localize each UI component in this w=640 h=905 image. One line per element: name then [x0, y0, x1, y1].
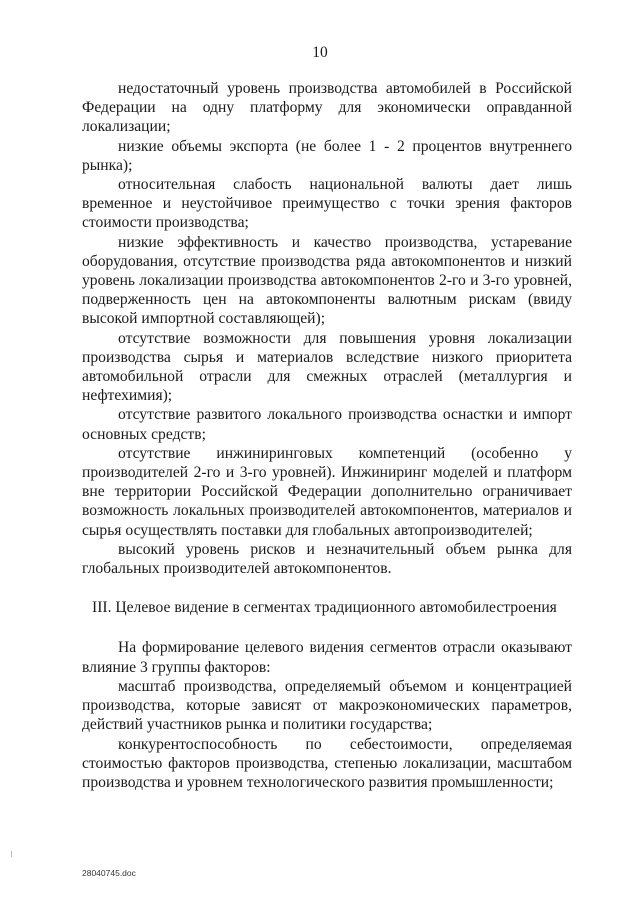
paragraph: относительная слабость национальной валюты дает лишь временное и неустойчивое преимущество с точки зрения факторов стоимости производства;: [82, 176, 572, 232]
paragraph: низкие эффективность и качество производства, устаревание оборудования, отсутствие производства ряда автокомпонентов и низкий уровень локализации производства автокомпонентов 2-го и 3-го уровней, подверженность цен на автокомпоненты валютным рискам (ввиду высокой импортной составляющей);: [82, 233, 572, 328]
paragraph: низкие объемы экспорта (не более 1 - 2 процентов внутреннего рынка);: [82, 137, 572, 174]
section-heading: III. Целевое видение в сегментах традиционного автомобилестроения: [92, 599, 557, 617]
document-body: [82, 79, 572, 792]
paragraph: отсутствие возможности для повышения уровня локализации производства сырья и материалов вследствие низкого приоритета автомобильной отрасли для смежных отраслей (металлургия и нефтехимия);: [82, 329, 572, 405]
paragraph: конкурентоспособность по себестоимости, определяемая стоимостью факторов производства, степенью локализации, масштабом производства и уровнем технологического развития промышленности;: [82, 735, 572, 791]
paragraph: недостаточный уровень производства автомобилей в Российской Федерации на одну платформу для экономически оправданной локализации;: [82, 80, 572, 136]
file-name-footer: 28040745.doc: [82, 868, 136, 878]
page-number: 10: [312, 44, 328, 61]
paragraph: масштаб производства, определяемый объемом и концентрацией производства, которые зависят от макроэкономических параметров, действий участников рынка и политики государства;: [82, 677, 572, 734]
paragraph: отсутствие развитого локального производства оснастки и импорт основных средств;: [82, 406, 572, 443]
margin-mark: [11, 851, 12, 857]
paragraph: высокий уровень рисков и незначительный объем рынка для глобальных производителей автокомпонентов.: [82, 540, 572, 578]
paragraph: На формирование целевого видения сегментов отрасли оказывают влияние 3 группы факторов:: [82, 639, 572, 676]
paragraph: отсутствие инжиниринговых компетенций (особенно у производителей 2-го и 3-го уровней). Инжиниринг моделей и платформ вне территории Российской Федерации дополнительно ограничивает возможность локальных производителей автокомпонентов, материалов и сырья осуществлять поставки для глобальных автопроизводителей;: [82, 444, 572, 539]
